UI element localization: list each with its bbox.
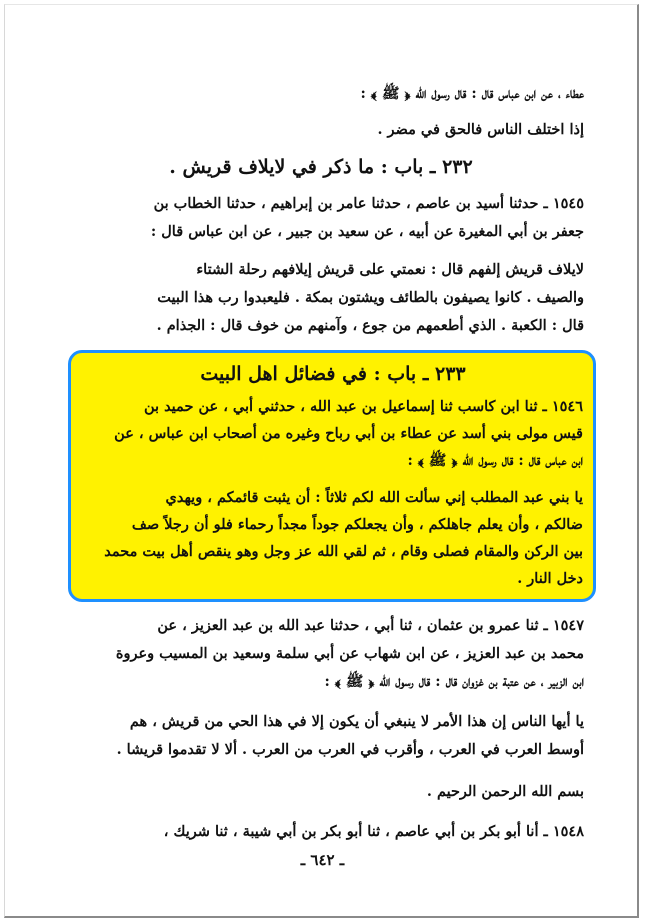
highlighted-chapter-233 (68, 350, 596, 602)
chapter-233-text-line-2: ضالكم ، وأن يعلم جاهلكم ، وأن يجعلكم جوداً مجداً رحماء فلو أن رجلاً صف (131, 516, 583, 533)
hadith-1547 (58, 612, 584, 846)
hadith-1545-line-2: جعفر بن أبي المغيرة عن أبيه ، عن سعيد بن جبير ، عن ابن عباس قال : (150, 223, 584, 240)
hadith-1546-line-2: قيس مولى بني أسد عن عطاء بن أبي رباح وغيره من أصحاب ابن عباس ، عن (114, 425, 583, 442)
hadith-1547-text-1: يا أيها الناس إن هذا الأمر لا ينبغي أن يكون إلا في هذا الحي من قريش ، هم (129, 713, 584, 730)
chapter-233-text-line-4: دخل النار . (517, 570, 583, 587)
hadith-1547-text-2: أوسط العرب في العرب ، وأقرب في العرب من العرب . ألا لا تقدموا قريشا . (116, 741, 584, 758)
chapter-233-text-line-3: بين الركن والمقام فصلى وقام ، ثم لقي الله عز وجل وهو ينقص أهل بيت محمد (104, 543, 583, 560)
hadith-1545-line-1: ١٥٤٥ ـ حدثنا أسيد بن عاصم ، حدثنا عامر بن إبراهيم ، حدثنا الخطاب بن (153, 195, 584, 212)
intro-line-2: إذا اختلف الناس فالحق في مضر . (377, 121, 584, 138)
hadith-1547-isnad-3: ابن الزبير ، عن عتبة بن غزوان قال : قال رسول الله ﴿ ﷺ ﴾ : (324, 673, 584, 690)
intro-line-1: عطاء ، عن ابن عباس قال : قال رسول الله ﴿ ﷺ ﴾ : (360, 85, 584, 102)
chapter-232-text-line-1: لايلاف قريش إلفهم قال : نعمتي على قريش إيلافهم رحلة الشتاء (196, 261, 584, 278)
hadith-1546-line-3: ابن عباس قال : قال رسول الله ﴿ ﷺ ﴾ : (407, 452, 583, 469)
hadith-1547-isnad-2: محمد بن عبد العزيز ، عن ابن شهاب عن أبي سلمة وسعيد بن المسيب وعروة (115, 645, 584, 662)
page-number: ـ ٦٤٢ ـ (300, 851, 345, 869)
chapter-232-title: ٢٣٢ ـ باب : ما ذكر في لايلاف قريش . (169, 156, 473, 178)
hadith-1546-line-1: ١٥٤٦ ـ ثنا ابن كاسب ثنا إسماعيل بن عبد الله ، حدثني أبي ، عن حميد بن (143, 398, 583, 415)
hadith-1548-line: ١٥٤٨ ـ أنا أبو بكر بن أبي عاصم ، ثنا أبو بكر بن أبي شيبة ، ثنا شريك ، (163, 823, 584, 840)
chapter-232-text-line-2: والصيف . كانوا يصيفون بالطائف ويشتون بمكة . فليعبدوا رب هذا البيت (157, 289, 584, 306)
chapter-233-title: ٢٣٣ ـ باب : في فضائل اهل البيت (200, 363, 466, 385)
hadith-1547-isnad-1: ١٥٤٧ ـ ثنا عمرو بن عثمان ، ثنا أبي ، حدثنا عبد الله بن عبد العزيز ، عن (157, 617, 584, 634)
intro-section (58, 80, 584, 144)
chapter-232-text-line-3: قال : الكعبة . الذي أطعمهم من جوع ، وآمنهم من خوف قال : الجذام . (156, 317, 584, 334)
chapter-233-text-line-1: يا بني عبد المطلب إني سألت الله لكم ثلاثاً : أن يثبت قائمكم ، ويهدي (165, 489, 583, 506)
chapter-232 (58, 152, 584, 340)
basmala: بسم الله الرحمن الرحيم . (426, 783, 584, 800)
